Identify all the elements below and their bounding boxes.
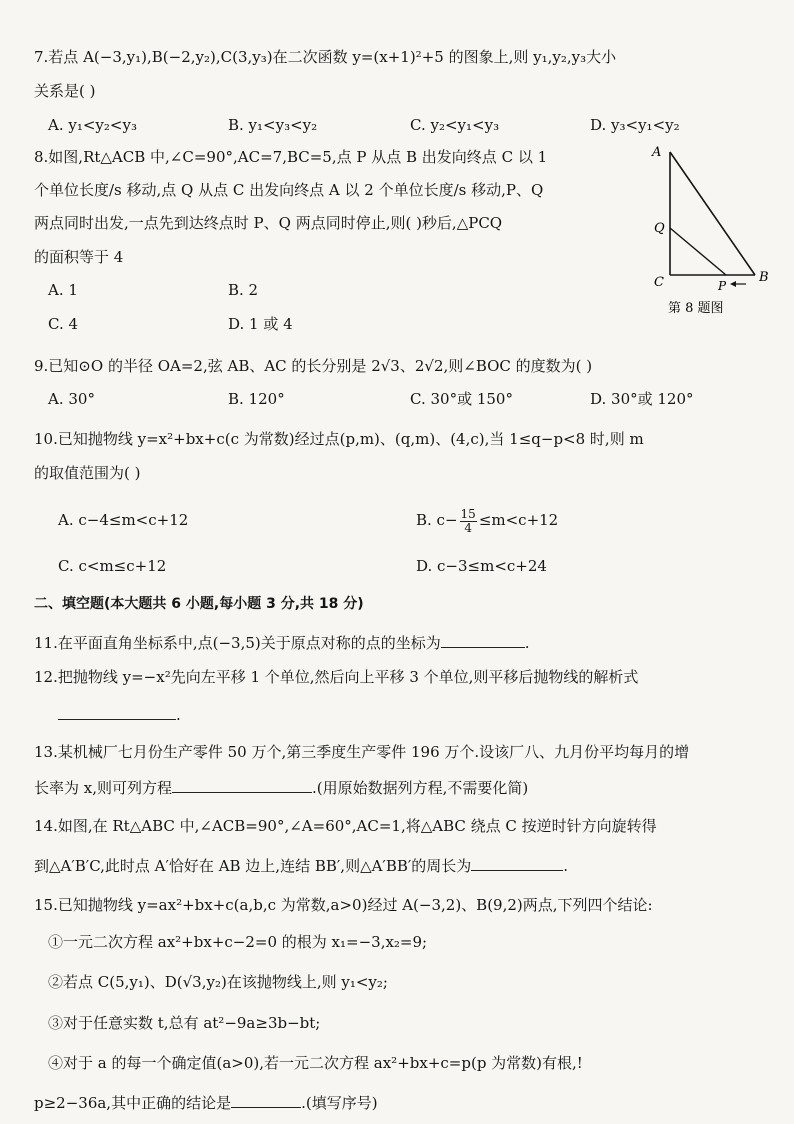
q15-statement-1: ①一元二次方程 ax²+bx+c−2=0 的根为 x₁=−3,x₂=9; [48, 933, 428, 951]
q8-stem-line4: 的面积等于 4 [34, 248, 124, 266]
section-heading: 二、填空题(本大题共 6 小题,每小题 3 分,共 18 分) [34, 596, 364, 612]
q14-answer-blank[interactable] [471, 854, 563, 871]
q12-answer-blank[interactable] [58, 703, 176, 720]
q14-stem-line2 [34, 854, 568, 877]
fraction [460, 508, 477, 535]
label-a: A [652, 145, 662, 160]
q13-stem-line2 [34, 776, 528, 799]
q7-stem-line2: 关系是( ) [34, 82, 96, 100]
q10-option-c: C. c<m≤c+12 [58, 557, 167, 575]
q11-text: 11.在平面直角坐标系中,点(−3,5)关于原点对称的点的坐标为 [34, 634, 441, 652]
q8-stem-line2: 个单位长度/s 移动,点 Q 从点 C 出发向终点 A 以 2 个单位长度/s 移动,P、Q [34, 181, 544, 199]
q13-end: .(用原始数据列方程,不需要化简) [312, 779, 529, 797]
q13-stem-line1: 13.某机械厂七月份生产零件 50 万个,第三季度生产零件 196 万个.设该厂八、九月份平均每月的增 [34, 743, 690, 761]
label-q: Q [654, 221, 665, 236]
q8-stem-line1: 8.如图,Rt△ACB 中,∠C=90°,AC=7,BC=5,点 P 从点 B 出发向终点 C 以 1 [34, 148, 548, 166]
q8-option-c: C. 4 [48, 315, 79, 333]
label-c: C [654, 275, 664, 290]
q9-option-c: C. 30°或 150° [410, 390, 513, 408]
fraction-numerator: 15 [460, 506, 476, 521]
q10-stem-line2: 的取值范围为( ) [34, 464, 141, 482]
q15-answer-line [34, 1091, 378, 1114]
q9-option-b: B. 120° [228, 390, 285, 408]
label-p: P [718, 279, 727, 293]
q7-option-b: B. y₁<y₃<y₂ [228, 116, 318, 134]
q7-option-a: A. y₁<y₂<y₃ [48, 116, 137, 134]
q10-option-a: A. c−4≤m<c+12 [58, 511, 189, 529]
q7-option-d: D. y₃<y₁<y₂ [590, 116, 680, 134]
q12-stem-line1: 12.把抛物线 y=−x²先向左平移 1 个单位,然后向上平移 3 个单位,则平移后抛物线的解析式 [34, 668, 639, 686]
q8-stem-line3: 两点同时出发,一点先到达终点时 P、Q 两点同时停止,则( )秒后,△PCQ [34, 214, 503, 232]
fraction-denominator: 4 [464, 520, 472, 535]
q10-option-b-prefix: B. c− [416, 511, 458, 529]
q13-text: 长率为 x,则可列方程 [34, 779, 172, 797]
q15-answer-blank[interactable] [231, 1091, 301, 1108]
q15-end: .(填写序号) [301, 1094, 378, 1112]
q8-option-d: D. 1 或 4 [228, 315, 293, 333]
q11-end: . [524, 634, 530, 652]
q9-stem: 9.已知⊙O 的半径 OA=2,弦 AB、AC 的长分别是 2√3、2√2,则∠BOC 的度数为( ) [34, 357, 593, 375]
q7-option-c: C. y₂<y₁<y₃ [410, 116, 500, 134]
figure-caption: 第 8 题图 [668, 301, 724, 316]
q12-answer-line [58, 703, 181, 726]
q11-answer-blank[interactable] [441, 631, 525, 648]
q8-figure [640, 140, 780, 320]
q15-text: p≥2−36a,其中正确的结论是 [34, 1094, 232, 1112]
label-b: B [759, 270, 769, 285]
q10-option-b-suffix: ≤m<c+12 [478, 511, 559, 529]
q14-end: . [563, 857, 569, 875]
q10-option-b [416, 500, 558, 540]
q8-option-a: A. 1 [48, 281, 78, 299]
q11-stem [34, 631, 530, 654]
q13-answer-blank[interactable] [172, 776, 312, 793]
q9-option-a: A. 30° [48, 390, 95, 408]
q14-stem-line1: 14.如图,在 Rt△ABC 中,∠ACB=90°,∠A=60°,AC=1,将△ABC 绕点 C 按逆时针方向旋转得 [34, 817, 657, 835]
segment-qp [670, 228, 726, 275]
side-ab [670, 152, 755, 275]
q8-option-b: B. 2 [228, 281, 259, 299]
q10-stem-line1: 10.已知抛物线 y=x²+bx+c(c 为常数)经过点(p,m)、(q,m)、(4,c),当 1≤q−p<8 时,则 m [34, 430, 644, 448]
q10-option-d: D. c−3≤m<c+24 [416, 557, 547, 575]
q15-statement-2: ②若点 C(5,y₁)、D(√3,y₂)在该抛物线上,则 y₁<y₂; [48, 973, 388, 991]
q9-option-d: D. 30°或 120° [590, 390, 694, 408]
q7-stem-line1: 7.若点 A(−3,y₁),B(−2,y₂),C(3,y₃)在二次函数 y=(x+1)²+5 的图象上,则 y₁,y₂,y₃大小 [34, 48, 617, 66]
q14-text: 到△A′B′C,此时点 A′恰好在 AB 边上,连结 BB′,则△A′BB′的周长为 [34, 857, 472, 875]
q15-stem-line1: 15.已知抛物线 y=ax²+bx+c(a,b,c 为常数,a>0)经过 A(−3,2)、B(9,2)两点,下列四个结论: [34, 896, 653, 914]
q12-end: . [176, 706, 181, 724]
p-arrow-head [730, 281, 736, 287]
q15-statement-3: ③对于任意实数 t,总有 at²−9a≥3b−bt; [48, 1014, 321, 1032]
q15-statement-4: ④对于 a 的每一个确定值(a>0),若一元二次方程 ax²+bx+c=p(p 为常数)有根,! [48, 1054, 583, 1072]
